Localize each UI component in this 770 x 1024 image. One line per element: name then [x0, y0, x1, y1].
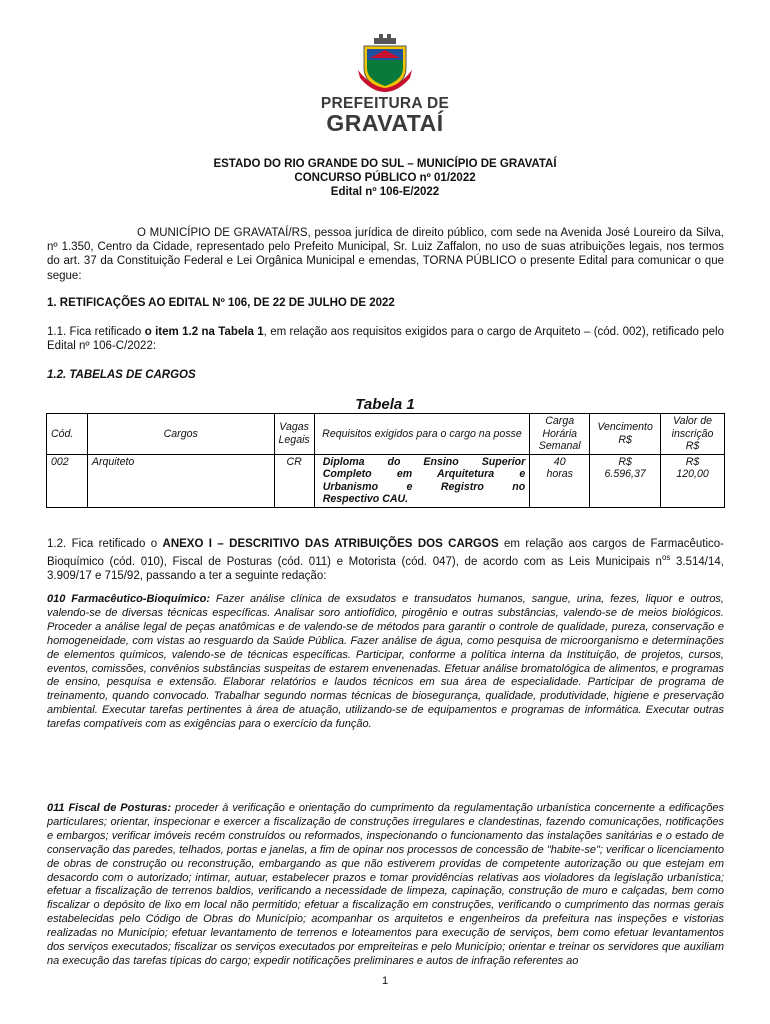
logo-line1: PREFEITURA DE	[320, 95, 450, 112]
p12-text-b: ANEXO I – DESCRITIVO DAS ATRIBUIÇÕES DOS CARGOS	[162, 538, 499, 550]
p12-text-a: 1.2. Fica retificado o	[47, 538, 163, 550]
th-vencimento: Vencimento R$	[590, 414, 661, 455]
insc-line2: 120,00	[676, 468, 709, 480]
intro-paragraph: O MUNICÍPIO DE GRAVATAÍ/RS, pessoa jurídica de direito público, com sede na Avenida José Loureiro da Silva, nº 1.350, Centro da Cidade, representado pelo Prefeito Municipal, Sr. Luiz Zaffalon, no uso de suas atribuições legais, nos termos do art. 37 da Constituição Federal e Lei Orgânica Municipal e emendas, TORNA PÚBLICO o presente Edital para comunicar o que segue:	[47, 227, 724, 282]
table-caption: Tabela 1	[355, 396, 415, 413]
th-requisitos: Requisitos exigidos para o cargo na posse	[314, 414, 530, 455]
section-1-heading: 1. RETIFICAÇÕES AO EDITAL Nº 106, DE 22 DE JULHO DE 2022	[47, 297, 395, 309]
table-row	[47, 454, 725, 507]
th-cargos: Cargos	[87, 414, 274, 455]
fiscal-title: 011 Fiscal de Posturas:	[47, 802, 172, 814]
p12-text-d: 3.514/14, 3.909/17 e 715/92, passando a ter a seguinte redação:	[47, 556, 724, 583]
th-carga: Carga Horária Semanal	[530, 414, 590, 455]
header-line1: ESTADO DO RIO GRANDE DO SUL – MUNICÍPIO DE GRAVATAÍ	[213, 158, 557, 170]
farmaceutico-paragraph	[47, 593, 724, 732]
p12-sup: os	[661, 553, 671, 563]
p11-text-b: o item 1.2 na Tabela 1	[144, 326, 264, 338]
req-line4: Respectivo CAU.	[322, 493, 409, 505]
th-inscricao: Valor de inscrição R$	[661, 414, 725, 455]
td-vagas: CR	[274, 454, 314, 507]
td-cod: 002	[47, 454, 88, 507]
th-vagas: Vagas Legais	[274, 414, 314, 455]
td-vencimento	[590, 454, 661, 507]
document-header	[0, 157, 770, 199]
farm-text: Fazer análise clínica de exsudatos e transudatos humanos, sangue, urina, fezes, liquor e outros, valendo-se de diversas técnicas específicas. Analisar soro antiofídico, pirogênio e outras substâncias, valendo-se de meios biológicos. Proceder a análise legal de peças anatômicas e de valendo-se de métodos para garantir o controle de qualidade, pureza, conservação e homogeneidade, com vistas ao resguardo da Saúde Pública. Fazer análise de água, como pesquisa de microorganismo e determinações de elementos químicos, valendo-se de técnicas específicas. Participar, conforme a política interna da Instituição, de projetos, cursos, eventos, comissões, convênios substâncias suspeitas de estarem envenenadas. Efetuar análise bromatológica de alimentos, e programas de ensino, pesquisa e extensão. Elaborar relatórios e laudos técnicos em sua área de especialidade. Participar de programa de treinamento, quando convocado. Trabalhar segundo normas técnicas de biosegurança, qualidade, produtividade, higiene e preservação ambiental. Executar tarefas pertinentes à área de atuação, utilizando-se de equipamentos e programas de informática. Executar outras tarefas compatíveis com as exigências para o exercício da função.	[47, 593, 724, 731]
table-header-row	[47, 414, 725, 455]
logo-line2: GRAVATAÍ	[326, 110, 444, 136]
fiscal-text: proceder à verificação e orientação do cumprimento da regulamentação urbanística concernente a edificações particulares; orientar, inspecionar e exercer a fiscalização de construções irregulares e clandestinas, fazendo comunicações, notificações e embargos; verificar imóveis recém construídos ou reformados, inspecionando o funcionamento das instalações sanitárias e o estado de conservação das paredes, telhados, portas e janelas, a fim de opinar nos processos de concessão de "habite-se"; verificar o licenciamento de obras de construção ou reconstrução, embargando as que não estiverem providas de competente autorização ou que estejam em desacordo com o autorizado; intimar, autuar, estabelecer prazos e tomar providências relativas aos violadores da legislação urbanística; efetuar a fiscalização de terrenos baldios, verificando a necessidade de limpeza, capinação, construção de muro e calçadas, bem como fiscalizar o depósito de lixo em local não permitido; efetuar a fiscalização em construções, verificando o cumprimento das normas gerais estabelecidas pelo Código de Obras do Município; acompanhar os arquitetos e engenheiros da prefeitura nas inspeções e vistorias realizadas no Município; efetuar levantamento de terrenos e loteamentos para execução de serviços, bem como efetuar levantamentos dos serviços executados; fiscalizar os serviços executados por empreiteiras e pelo Município; orientar e treinar os servidores que auxiliam na execução das tarefas típicas do cargo; expedir notificações preliminares e autos de infração referentes ao	[47, 802, 724, 967]
prefeitura-logo	[312, 34, 458, 134]
fiscal-paragraph	[47, 802, 724, 969]
venc-line2: 6.596,37	[604, 468, 646, 480]
req-line1: Diploma do Ensino Superior	[322, 455, 526, 468]
page-number: 1	[381, 975, 389, 987]
td-requisitos	[314, 454, 530, 507]
req-line2: Completo em Arquitetura e	[322, 468, 526, 480]
paragraph-1-1	[47, 325, 724, 353]
carga-line2: horas	[546, 468, 573, 480]
header-line2: CONCURSO PÚBLICO nº 01/2022	[294, 172, 476, 184]
req-line3: Urbanismo e Registro no	[322, 480, 526, 493]
section-1-2-heading: 1.2. TABELAS DE CARGOS	[47, 369, 196, 381]
insc-line1: R$	[685, 455, 700, 468]
header-line3: Edital nº 106-E/2022	[330, 186, 440, 198]
paragraph-1-2	[47, 537, 724, 583]
coat-of-arms-icon	[350, 34, 420, 92]
td-inscricao	[661, 454, 725, 507]
p11-text-c: , em relação aos requisitos exigidos para o cargo de Arquiteto – (cód. 002), retificado pelo Edital nº 106-C/2022:	[47, 326, 725, 353]
p11-text-a: 1.1. Fica retificado	[47, 326, 145, 338]
td-cargo: Arquiteto	[87, 454, 274, 507]
cargos-table	[46, 413, 725, 508]
td-carga	[530, 454, 590, 507]
p12-text-c: em relação aos cargos de Farmacêutico-Bioquímico (cód. 010), Fiscal de Posturas (cód. 011) e Motorista (cód. 047), de acordo com as Leis Municipais n	[47, 538, 724, 569]
venc-line1: R$	[618, 455, 632, 468]
th-cod: Cód.	[47, 414, 88, 455]
carga-line1: 40	[553, 455, 566, 468]
farm-title: 010 Farmacêutico-Bioquímico:	[47, 593, 211, 605]
